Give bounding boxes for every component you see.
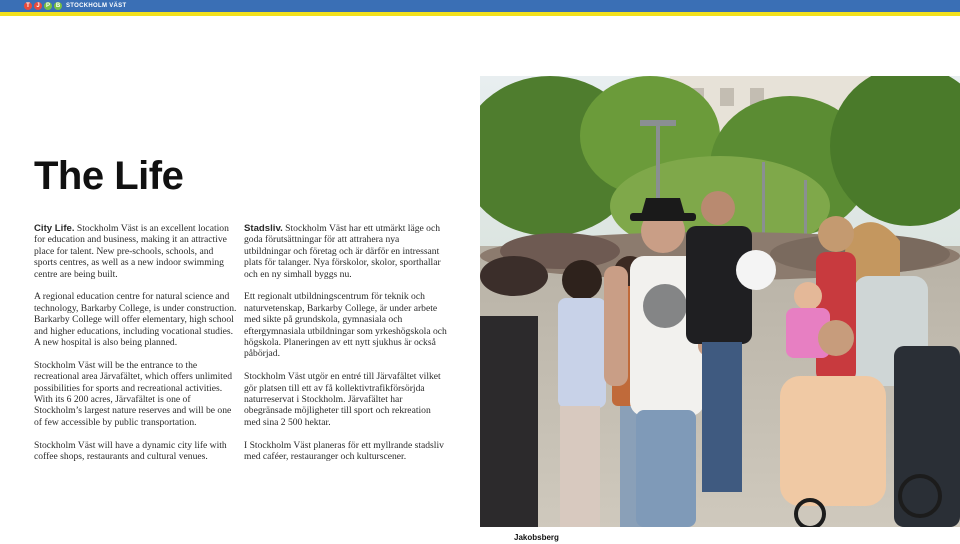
- english-paragraph-2: A regional education centre for natural science and technology, Barkarby College, is under construction. Barkarby College will offer elementary, high school and higher educations, including vocational studies. A new hospital is also being planned.: [34, 291, 237, 349]
- english-paragraph-1: [34, 223, 238, 280]
- swedish-paragraph-4: I Stockholm Väst planeras för ett myllrande stadsliv med caféer, restauranger och kulturscener.: [244, 439, 444, 463]
- english-paragraph-1-text: Stockholm Väst is an excellent location for education and business, making it an attractive place for talent. New pre-schools, schools, and sports centres, as well as a new indoor swimming centre are being built.: [34, 223, 229, 280]
- commuter-badge-icon: J: [34, 2, 42, 10]
- photo-caption: Jakobsberg: [514, 533, 559, 542]
- bus-badge-icon: B: [55, 3, 61, 9]
- top-bar: [0, 0, 960, 12]
- transit-badges: [24, 2, 62, 10]
- parking-badge-icon: P: [45, 3, 50, 9]
- swedish-paragraph-1: [244, 223, 448, 280]
- swedish-paragraph-2: Ett regionalt utbildningscentrum för teknik och naturvetenskap, Barkarby College, är under arbete med sikte på grundskola, gymnasiala och eftergymnasiala utbildningar som yrkeshögskola och högskola. Planeringen av ett nytt sjukhus är också påbörjad.: [244, 291, 447, 360]
- accent-line: [0, 12, 960, 16]
- brand-name: STOCKHOLM VÄST: [66, 3, 127, 9]
- page-title: The Life: [34, 154, 184, 198]
- swedish-lead: Stadsliv.: [244, 223, 283, 234]
- english-paragraph-4: Stockholm Väst will have a dynamic city life with coffee shops, restaurants and cultural venues.: [34, 439, 227, 463]
- street-crowd-photo: [480, 76, 960, 527]
- swedish-column: [244, 223, 448, 474]
- english-lead: City Life.: [34, 223, 75, 234]
- swedish-paragraph-3: Stockholm Väst utgör en entré till Järvafältet vilket gör platsen till ett av få kollektivtrafikförsörjda naturreservat i Stockholm. Järvafältet har obegränsade möjligheter till sport och rekreation med sina 2 500 hektar.: [244, 371, 441, 428]
- train-badge-icon: T: [24, 2, 32, 10]
- english-column: [34, 223, 238, 474]
- english-paragraph-3: Stockholm Väst will be the entrance to the recreational area Järvafältet, which offers unlimited possibilities for sports and recreational activities. With its 6 200 acres, Järvafältet is one of Stockholm’s largest nature reserves and will be one of few accessible by public transportation.: [34, 359, 232, 428]
- swedish-paragraph-1-text: Stockholm Väst har ett utmärkt läge och goda förutsättningar för att attrahera nya utbildningar och företag och är därför en intressant plats för talanger. Nya förskolor, skolor, sporthallar och en ny simhall byggs nu.: [244, 223, 441, 280]
